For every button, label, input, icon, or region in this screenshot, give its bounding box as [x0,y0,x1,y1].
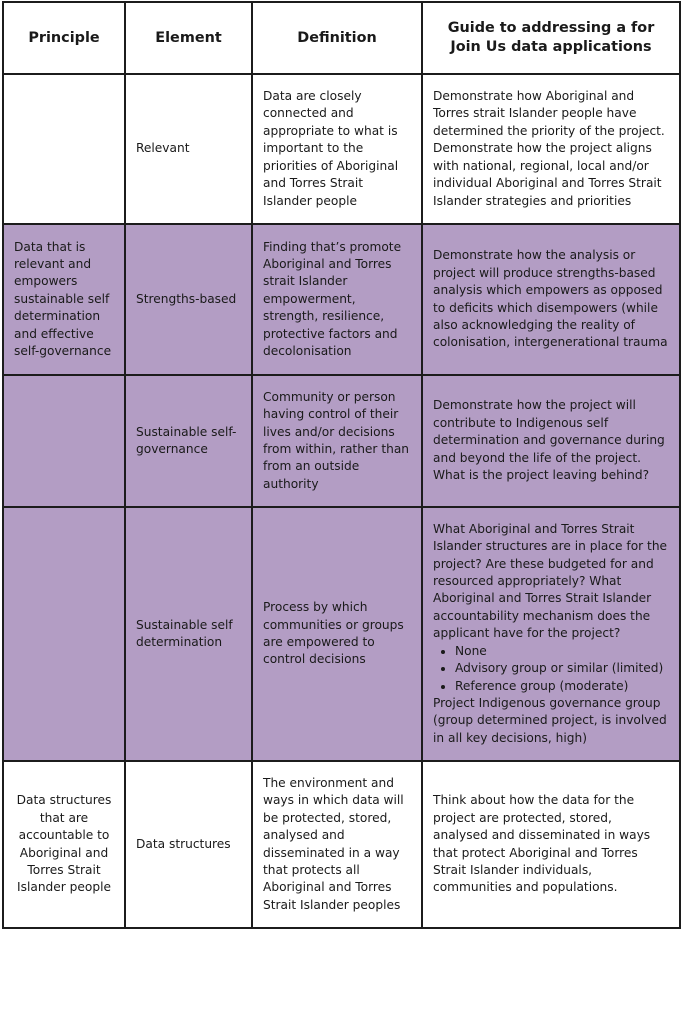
list-item: • Reference group (moderate) [455,678,669,695]
header-guide: Guide to addressing a for Join Us data applications [422,2,680,74]
definition-cell: Process by which communities or groups are empowered to control decisions [252,507,422,761]
guide-cell: Demonstrate how Aboriginal and Torres strait Islander people have determined the priority of the project. Demonstrate how the project aligns with national, regional, local and/or individual Aboriginal and Torres Strait Islander strategies and priorities [422,74,680,224]
guide-cell [422,507,680,761]
guide-intro: What Aboriginal and Torres Strait Islander structures are in place for the project? Are these budgeted for and resourced appropriately? What Aboriginal and Torres Strait Islander accountability mechanism does the applicant have for the project? [433,521,668,641]
element-cell: Sustainable self-governance [125,375,252,507]
principle-cell [3,507,125,761]
table-row-relevant [3,74,680,224]
guide-cell: Demonstrate how the project will contribute to Indigenous self determination and governance during and beyond the life of the project. What is the project leaving behind? [422,375,680,507]
table-row-self-governance [3,375,680,507]
header-definition: Definition [252,2,422,74]
principle-cell: Data structures that are accountable to Aboriginal and Torres Strait Islander people [3,761,125,928]
list-item: • None [455,643,669,660]
table-row-self-determination [3,507,680,761]
accountability-options-list [433,643,669,695]
table-row-data-structures [3,761,680,928]
principle-cell [3,74,125,224]
header-element: Element [125,2,252,74]
definition-cell: Data are closely connected and appropriate to what is important to the priorities of Aboriginal and Torres Strait Islander people [252,74,422,224]
element-cell: Data structures [125,761,252,928]
element-cell: Sustainable self determination [125,507,252,761]
guide-cell: Think about how the data for the project are protected, stored, analysed and disseminated in ways that protect Aboriginal and Torres Strait Islander individuals, communities and populations. [422,761,680,928]
principle-cell: Data that is relevant and empowers sustainable self determination and effective self-governance [3,224,125,375]
definition-cell: Finding that’s promote Aboriginal and Torres strait Islander empowerment, strength, resilience, protective factors and decolonisation [252,224,422,375]
principles-table [2,1,681,929]
element-cell: Strengths-based [125,224,252,375]
list-item: • Advisory group or similar (limited) [455,660,669,677]
guide-cell: Demonstrate how the analysis or project will produce strengths-based analysis which empowers as opposed to deficits which disempowers (while also acknowledging the reality of colonisation, intergenerational trauma [422,224,680,375]
guide-outro: Project Indigenous governance group (group determined project, is involved in all key decisions, high) [433,695,667,745]
header-row [3,2,680,74]
principle-cell [3,375,125,507]
definition-cell: Community or person having control of their lives and/or decisions from within, rather than from an outside authority [252,375,422,507]
table-row-strengths-based [3,224,680,375]
definition-cell: The environment and ways in which data will be protected, stored, analysed and disseminated in a way that protects all Aboriginal and Torres Strait Islander peoples [252,761,422,928]
header-principle: Principle [3,2,125,74]
element-cell: Relevant [125,74,252,224]
